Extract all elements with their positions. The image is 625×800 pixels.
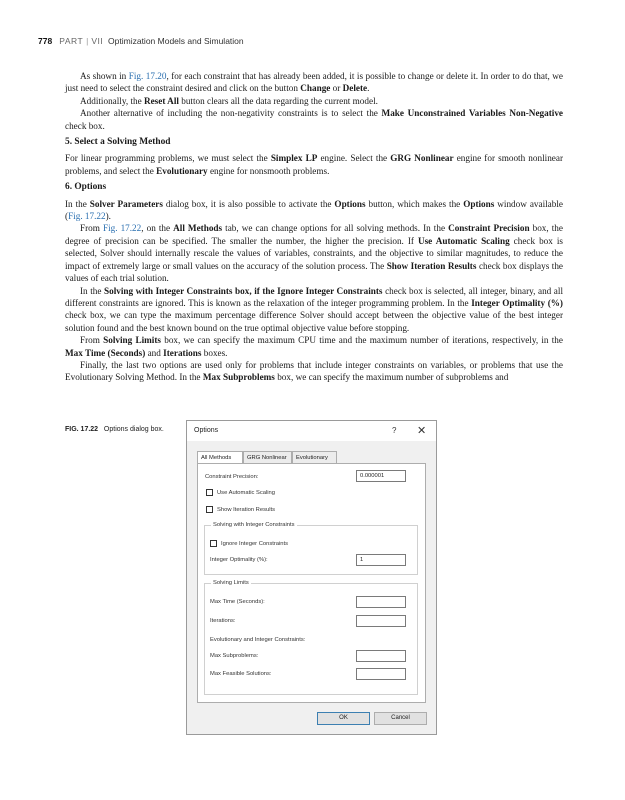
figure-caption	[65, 426, 164, 433]
paragraph: From Solving Limits box, we can specify the maximum CPU time and the maximum number of iterations, respectively, in the Max Time (Seconds) and Iterations boxes.	[65, 335, 563, 358]
use-automatic-scaling-label: Use Automatic Scaling	[217, 490, 275, 496]
dialog-titlebar	[187, 421, 436, 441]
constraint-precision-input[interactable]: 0.000001	[356, 470, 406, 482]
section-heading: 5. Select a Solving Method	[65, 137, 171, 148]
figure-number: FIG. 17.22	[65, 426, 99, 433]
cancel-button[interactable]: Cancel	[374, 712, 427, 725]
ignore-integer-constraints-checkbox[interactable]	[210, 540, 217, 547]
max-time-label: Max Time (Seconds):	[210, 599, 265, 605]
max-subproblems-input[interactable]	[356, 650, 406, 662]
paragraph: Another alternative of including the non-negativity constraints is to select the Make Unconstrained Variables Non-Negative check box.	[65, 108, 563, 131]
running-head: 778 PART | VII Optimization Models and Simulation	[38, 36, 244, 46]
integer-constraints-group	[204, 522, 418, 575]
page-number: 778	[38, 36, 53, 46]
constraint-precision-label: Constraint Precision:	[205, 474, 259, 480]
paragraph: As shown in Fig. 17.20, for each constraint that has already been added, it is possible to change or delete it. In order to do that, we just need to select the constraint desired and click on the button Change or Delete.	[65, 71, 564, 94]
max-subproblems-label: Max Subproblems:	[210, 653, 259, 659]
solving-limits-group-title: Solving Limits	[213, 580, 249, 586]
paragraph: From Fig. 17.22, on the All Methods tab, we can change options for all solving methods. In the Constraint Precision box, the degree of precision can be specified. The smaller the number, the higher the precision. If Use Automatic Scaling check box is selected, Solver should internally rescale the values of variables, constraints, and the objective to similar magnitudes, to reduce the impact of extremely large or small values on the accuracy of the solution process. The Show Iteration Results check box displays the values of each trial solution.	[65, 223, 563, 284]
integer-optimality-input[interactable]: 1	[356, 554, 406, 566]
integer-optimality-label: Integer Optimality (%):	[210, 557, 268, 563]
options-dialog	[186, 420, 437, 735]
iterations-label: Iterations:	[210, 618, 236, 624]
paragraph: Finally, the last two options are used only for problems that include integer constraints on variables, or problems that use the Evolutionary Solving Method. In the Max Subproblems box, we can specify the maximum number of subproblems and	[65, 359, 563, 383]
paragraph: For linear programming problems, we must select the Simplex LP engine. Select the GRG Nonlinear engine for smooth nonlinear problems, and select the Evolutionary engine for nonsmooth problems.	[65, 153, 563, 176]
section-heading: 6. Options	[65, 182, 107, 193]
iterations-input[interactable]	[356, 615, 406, 627]
show-iteration-results-checkbox[interactable]	[206, 506, 213, 513]
show-iteration-results-label: Show Iteration Results	[217, 507, 275, 513]
use-automatic-scaling-checkbox[interactable]	[206, 489, 213, 496]
tab-all-methods[interactable]: All Methods	[197, 451, 243, 464]
dialog-title: Options	[194, 427, 219, 434]
figure-caption-text: Options dialog box.	[103, 426, 164, 433]
paragraph: Additionally, the Reset All button clears all the data regarding the current model.	[80, 95, 378, 106]
tab-grg-nonlinear[interactable]: GRG Nonlinear	[243, 451, 292, 463]
help-icon[interactable]: ?	[392, 426, 397, 435]
max-feasible-solutions-label: Max Feasible Solutions:	[210, 671, 272, 677]
tab-panel-all-methods	[197, 463, 426, 703]
paragraph: In the Solving with Integer Constraints box, if the Ignore Integer Constraints check box is selected, all integer, binary, and all different constraints are ignored. This is known as the relaxation of the integer programming problem. In the Integer Optimality (%) check box, we can type the maximum percentage difference Solver should accept between the objective value of the best integer solution found and the best known bound on the true optimal objective value before stopping.	[65, 285, 563, 333]
part-title: Optimization Models and Simulation	[108, 36, 244, 46]
part-label: PART	[59, 36, 84, 46]
max-time-input[interactable]	[356, 596, 406, 608]
paragraph: In the Solver Parameters dialog box, it is also possible to activate the Options button, which makes the Options window available (Fig. 17.22).	[65, 198, 563, 222]
evolutionary-integer-label: Evolutionary and Integer Constraints:	[210, 637, 306, 643]
figure-reference[interactable]: Fig. 17.20	[128, 71, 167, 81]
ignore-integer-constraints-label: Ignore Integer Constraints	[221, 541, 289, 547]
tab-evolutionary[interactable]: Evolutionary	[292, 451, 337, 463]
figure-reference[interactable]: Fig. 17.22	[102, 223, 142, 234]
ok-button[interactable]: OK	[317, 712, 370, 725]
integer-constraints-group-title: Solving with Integer Constraints	[213, 522, 295, 528]
part-number: VII	[91, 36, 104, 46]
max-feasible-solutions-input[interactable]	[356, 668, 406, 680]
close-icon[interactable]: ✕	[417, 425, 427, 437]
body-text	[65, 70, 563, 384]
figure-reference[interactable]: Fig. 17.22	[68, 211, 106, 222]
